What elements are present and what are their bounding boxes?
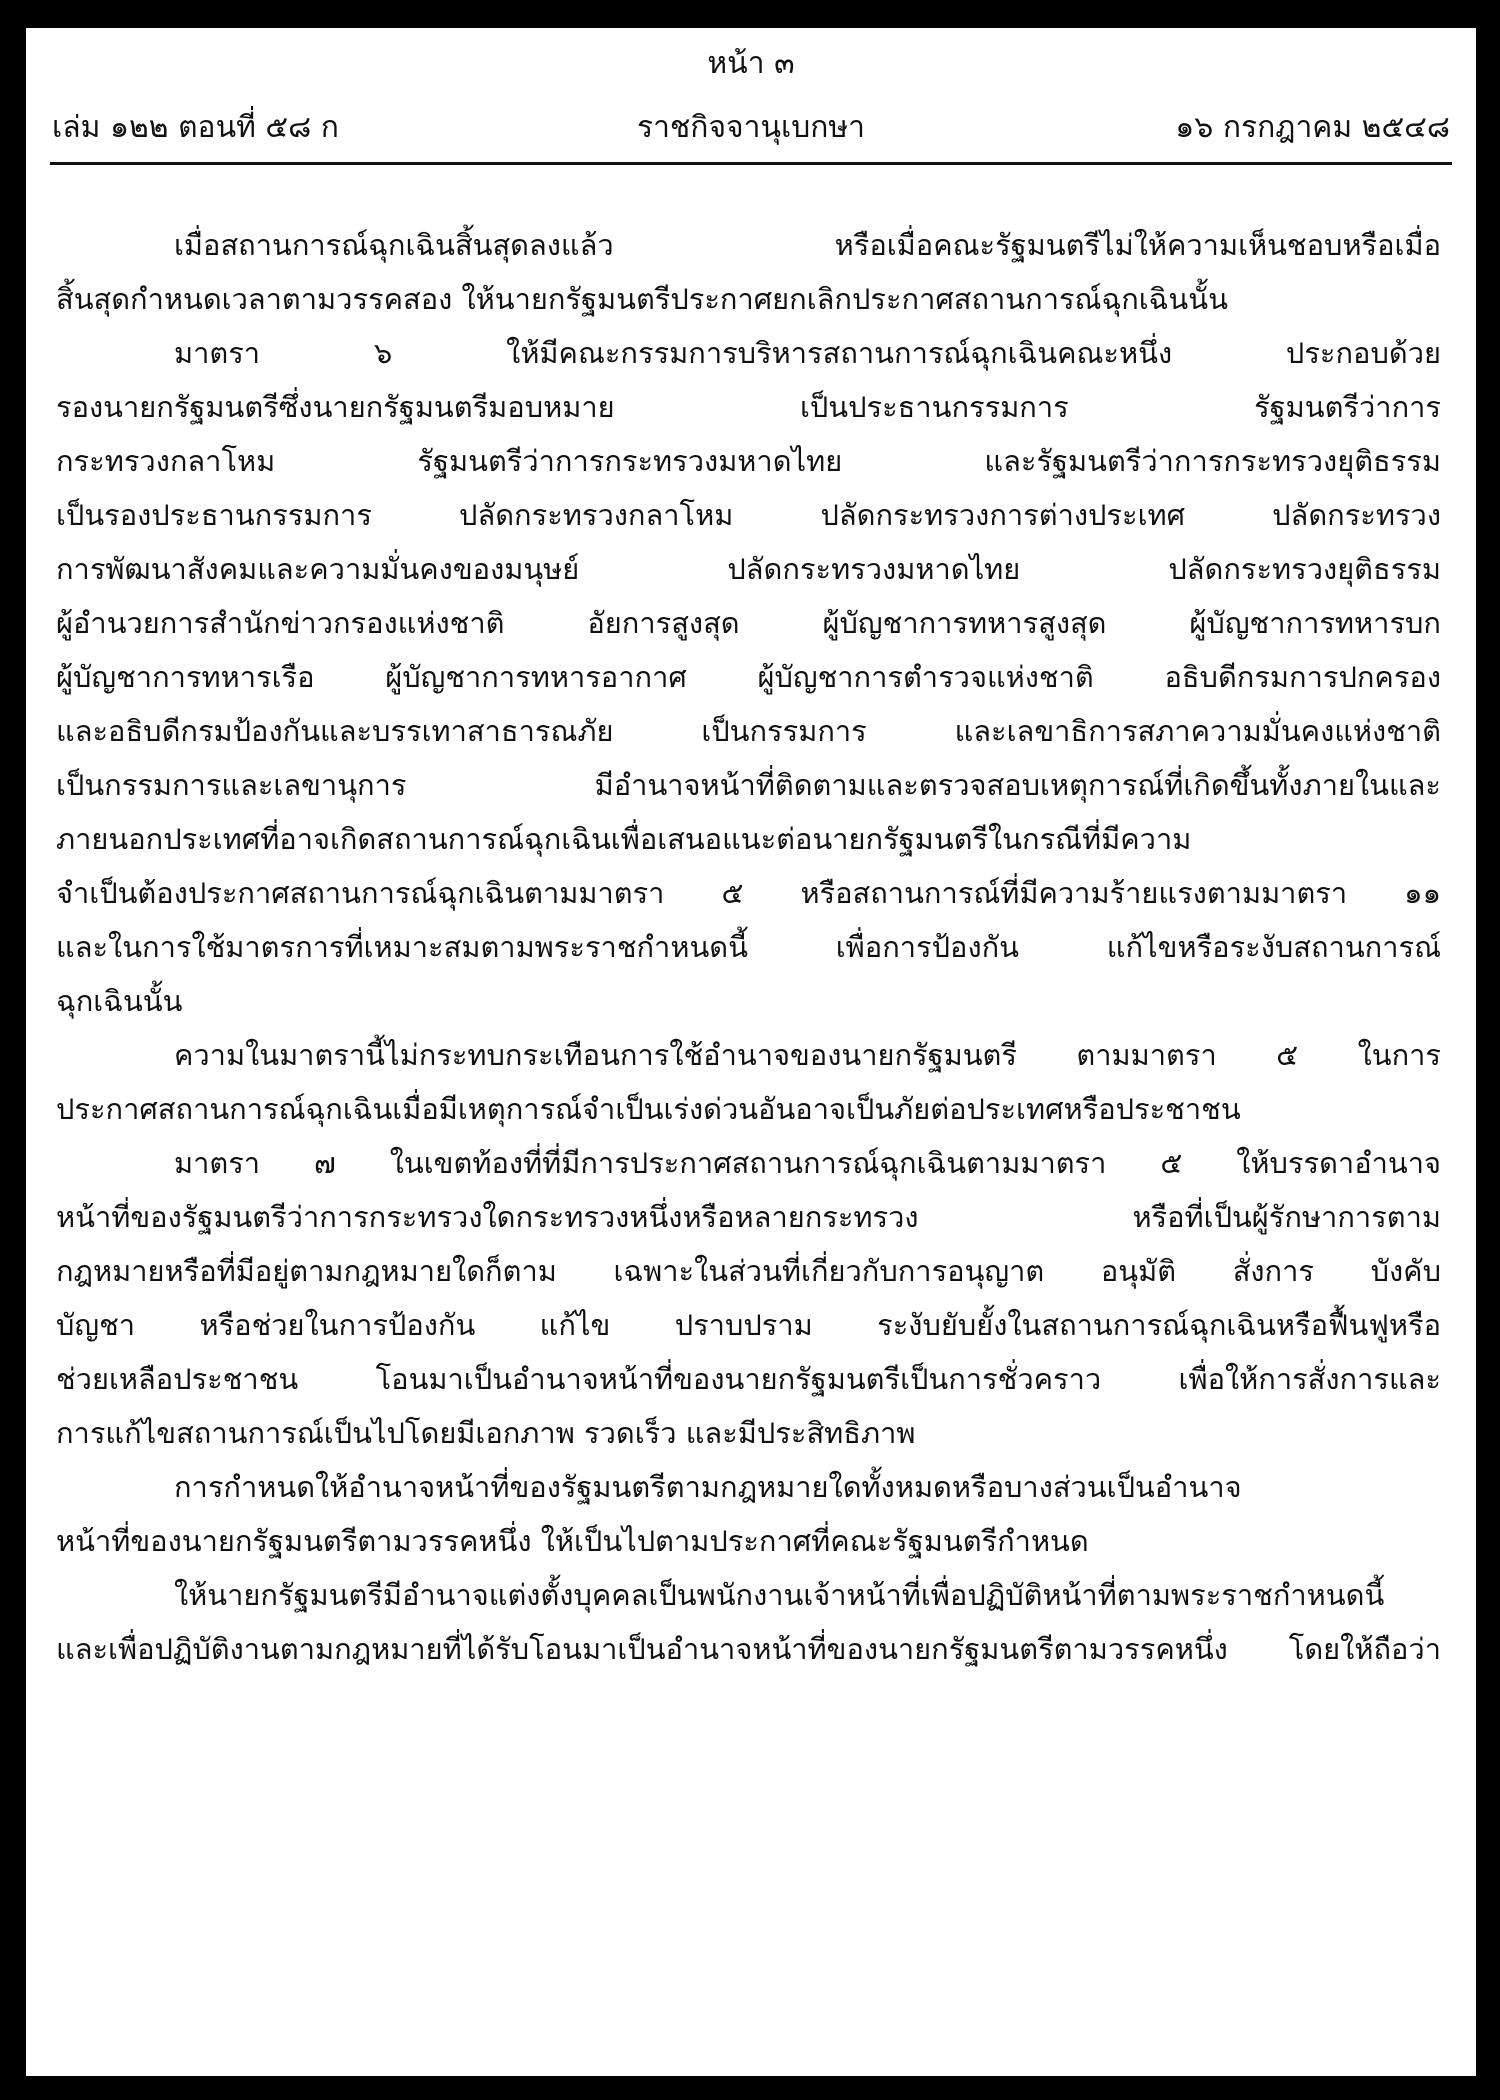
document-body — [56, 218, 1441, 1676]
text-line: และในการใช้มาตรการที่เหมาะสมตามพระราชกำหนดนี้ เพื่อการป้องกัน แก้ไขหรือระงับสถานการณ์ — [56, 930, 1441, 964]
text-line: ภายนอกประเทศที่อาจเกิดสถานการณ์ฉุกเฉินเพื่อเสนอแนะต่อนายกรัฐมนตรีในกรณีที่มีความ — [56, 822, 1192, 856]
text-line: บัญชา หรือช่วยในการป้องกัน แก้ไข ปราบปราม ระงับยับยั้งในสถานการณ์ฉุกเฉินหรือฟื้นฟูหรือ — [56, 1308, 1441, 1342]
gazette-header — [52, 106, 1450, 150]
text-line: และอธิบดีกรมป้องกันและบรรเทาสาธารณภัย เป็นกรรมการ และเลขาธิการสภาความมั่นคงแห่งชาติ — [56, 714, 1441, 748]
text-line: หน้าที่ของนายกรัฐมนตรีตามวรรคหนึ่ง ให้เป็นไปตามประกาศที่คณะรัฐมนตรีกำหนด — [56, 1524, 1089, 1558]
text-line: เมื่อสถานการณ์ฉุกเฉินสิ้นสุดลงแล้ว หรือเมื่อคณะรัฐมนตรีไม่ให้ความเห็นชอบหรือเมื่อ — [174, 228, 1441, 262]
text-line: การพัฒนาสังคมและความมั่นคงของมนุษย์ ปลัดกระทรวงมหาดไทย ปลัดกระทรวงยุติธรรม — [56, 552, 1441, 586]
document-page — [26, 28, 1476, 2076]
volume-issue: เล่ม ๑๒๒ ตอนที่ ๕๘ ก — [52, 110, 339, 145]
header-divider — [50, 162, 1452, 165]
text-line: มาตรา ๖ ให้มีคณะกรรมการบริหารสถานการณ์ฉุกเฉินคณะหนึ่ง ประกอบด้วย — [174, 336, 1441, 370]
text-line: หน้าที่ของรัฐมนตรีว่าการกระทรวงใดกระทรวงหนึ่งหรือหลายกระทรวง หรือที่เป็นผู้รักษาการตาม — [56, 1200, 1441, 1234]
text-line: ประกาศสถานการณ์ฉุกเฉินเมื่อมีเหตุการณ์จำเป็นเร่งด่วนอันอาจเป็นภัยต่อประเทศหรือประชาชน — [56, 1092, 1241, 1126]
text-line: กระทรวงกลาโหม รัฐมนตรีว่าการกระทรวงมหาดไทย และรัฐมนตรีว่าการกระทรวงยุติธรรม — [56, 444, 1441, 478]
text-line: ให้นายกรัฐมนตรีมีอำนาจแต่งตั้งบุคคลเป็นพนักงานเจ้าหน้าที่เพื่อปฏิบัติหน้าที่ตามพระราชกำหนดนี้ — [174, 1578, 1385, 1612]
text-line: เป็นกรรมการและเลขานุการ มีอำนาจหน้าที่ติดตามและตรวจสอบเหตุการณ์ที่เกิดขึ้นทั้งภายในและ — [56, 768, 1441, 802]
gazette-title: ราชกิจจานุเบกษา — [636, 110, 866, 145]
text-line: รองนายกรัฐมนตรีซึ่งนายกรัฐมนตรีมอบหมาย เป็นประธานกรรมการ รัฐมนตรีว่าการ — [56, 390, 1441, 424]
text-line: ผู้บัญชาการทหารเรือ ผู้บัญชาการทหารอากาศ ผู้บัญชาการตำรวจแห่งชาติ อธิบดีกรมการปกครอง — [56, 660, 1441, 694]
text-line: และเพื่อปฏิบัติงานตามกฎหมายที่ได้รับโอนมาเป็นอำนาจหน้าที่ของนายกรัฐมนตรีตามวรรคหนึ่ง โดยให้ถือว่า — [56, 1632, 1441, 1666]
text-line: จำเป็นต้องประกาศสถานการณ์ฉุกเฉินตามมาตรา ๕ หรือสถานการณ์ที่มีความร้ายแรงตามมาตรา ๑๑ — [56, 876, 1441, 910]
text-line: กฎหมายหรือที่มีอยู่ตามกฎหมายใดก็ตาม เฉพาะในส่วนที่เกี่ยวกับการอนุญาต อนุมัติ สั่งการ บังคับ — [56, 1254, 1441, 1288]
page-number: หน้า ๓ — [707, 46, 795, 81]
text-line: เป็นรองประธานกรรมการ ปลัดกระทรวงกลาโหม ปลัดกระทรวงการต่างประเทศ ปลัดกระทรวง — [56, 498, 1441, 532]
text-line: ฉุกเฉินนั้น — [56, 984, 183, 1018]
text-line: การกำหนดให้อำนาจหน้าที่ของรัฐมนตรีตามกฎหมายใดทั้งหมดหรือบางส่วนเป็นอำนาจ — [174, 1470, 1242, 1504]
text-line: ความในมาตรานี้ไม่กระทบกระเทือนการใช้อำนาจของนายกรัฐมนตรี ตามมาตรา ๕ ในการ — [174, 1038, 1441, 1072]
publication-date: ๑๖ กรกฎาคม ๒๕๔๘ — [1175, 110, 1450, 145]
text-line: มาตรา ๗ ในเขตท้องที่ที่มีการประกาศสถานการณ์ฉุกเฉินตามมาตรา ๕ ให้บรรดาอำนาจ — [174, 1146, 1441, 1180]
text-line: สิ้นสุดกำหนดเวลาตามวรรคสอง ให้นายกรัฐมนตรีประกาศยกเลิกประกาศสถานการณ์ฉุกเฉินนั้น — [56, 282, 1228, 316]
text-line: ผู้อำนวยการสำนักข่าวกรองแห่งชาติ อัยการสูงสุด ผู้บัญชาการทหารสูงสุด ผู้บัญชาการทหารบก — [56, 606, 1441, 640]
text-line: ช่วยเหลือประชาชน โอนมาเป็นอำนาจหน้าที่ของนายกรัฐมนตรีเป็นการชั่วคราว เพื่อให้การสั่งการและ — [56, 1362, 1441, 1396]
text-line: การแก้ไขสถานการณ์เป็นไปโดยมีเอกภาพ รวดเร็ว และมีประสิทธิภาพ — [56, 1416, 916, 1450]
